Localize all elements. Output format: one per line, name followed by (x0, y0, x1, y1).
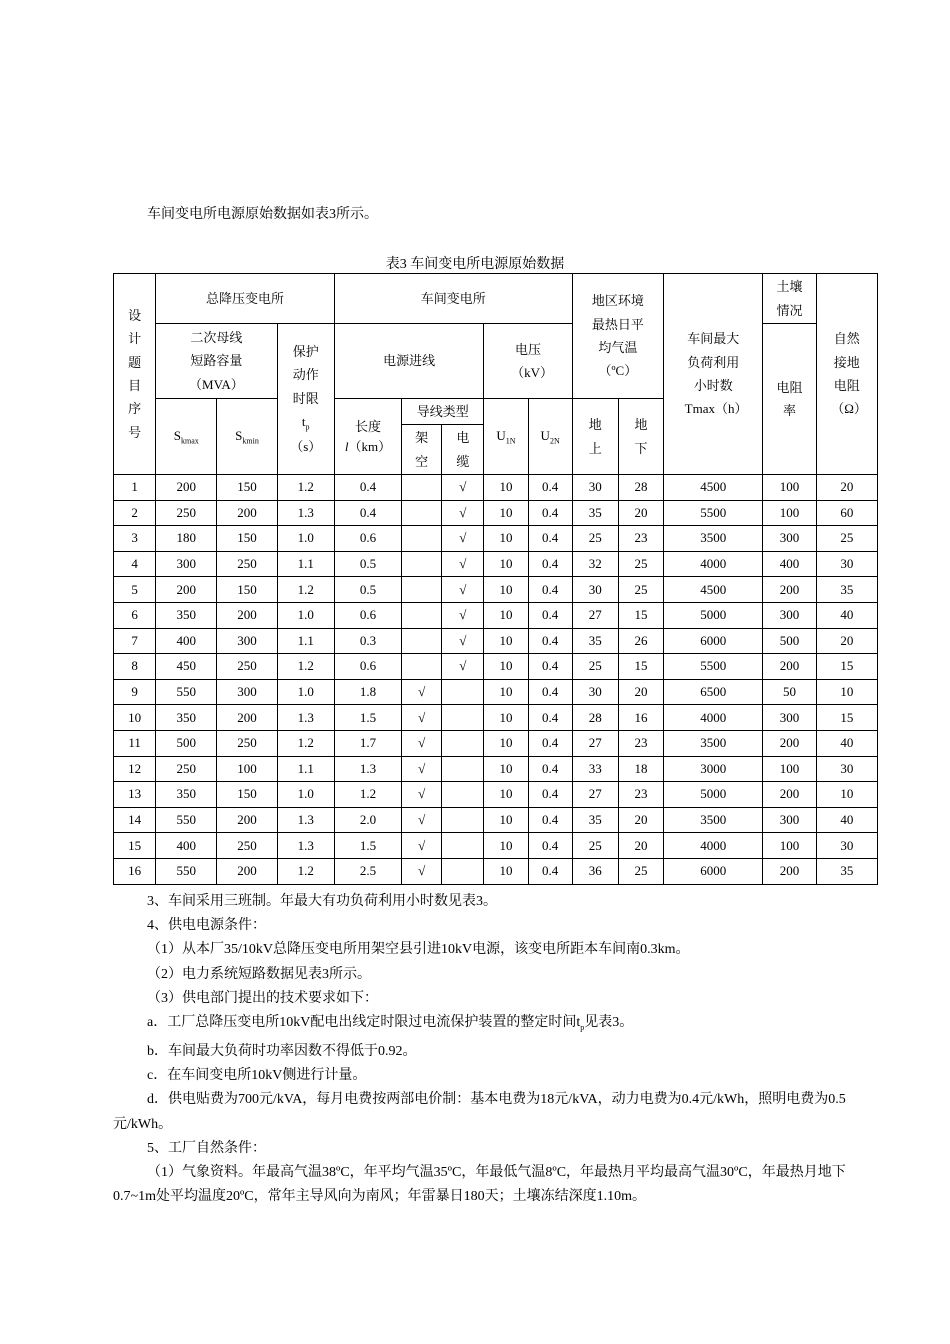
table-cell (442, 833, 484, 859)
table-cell: 0.4 (528, 833, 572, 859)
table-cell (442, 858, 484, 884)
table-cell: 300 (763, 602, 816, 628)
table-cell: 1.2 (277, 577, 334, 603)
table-row (114, 577, 878, 603)
table-cell: 18 (618, 756, 663, 782)
table-cell: 6000 (664, 858, 763, 884)
table-cell: 150 (217, 526, 277, 552)
table-cell: 9 (114, 679, 156, 705)
table-cell: 4000 (664, 833, 763, 859)
table-cell: 10 (484, 500, 528, 526)
table-cell: 1.1 (277, 628, 334, 654)
table-cell: 27 (572, 730, 618, 756)
table-cell: 25 (618, 551, 663, 577)
header-wire-type: 导线类型 (402, 399, 484, 425)
table-cell: 100 (763, 833, 816, 859)
table-row (114, 705, 878, 731)
table-cell: 0.4 (528, 782, 572, 808)
table-cell: 0.5 (334, 577, 401, 603)
note-3: 3、车间采用三班制。年最大有功负荷利用小时数见表3。 (147, 894, 497, 909)
table-cell: 35 (572, 628, 618, 654)
table-cell (442, 679, 484, 705)
table-cell: 250 (156, 756, 217, 782)
table-cell: 0.4 (528, 602, 572, 628)
table-cell: 10 (816, 782, 877, 808)
table-cell (442, 756, 484, 782)
table-row (114, 526, 878, 552)
table-row (114, 782, 878, 808)
table-row (114, 628, 878, 654)
header-short-circuit: 二次母线短路容量（MVA） (156, 324, 277, 399)
note-4: 4、供电电源条件： (147, 918, 266, 934)
table-cell: 8 (114, 654, 156, 680)
table-cell: 25 (572, 833, 618, 859)
table-row (114, 756, 878, 782)
table-cell: 10 (484, 475, 528, 501)
header-tmax: 车间最大负荷利用小时数Tmax（h） (664, 274, 763, 475)
table-cell: 0.4 (528, 654, 572, 680)
table-cell: 30 (572, 679, 618, 705)
table-cell: 200 (763, 782, 816, 808)
table-cell: 200 (217, 500, 277, 526)
table-cell: 200 (217, 705, 277, 731)
table-cell: 6 (114, 602, 156, 628)
table-cell: 250 (217, 730, 277, 756)
note-4-1: （1）从本厂35/10kV总降压变电所用架空县引进10kV电源，该变电所距本车间南0.3km。 (147, 942, 690, 958)
header-cable: 电缆 (442, 425, 484, 475)
table-cell: 200 (217, 858, 277, 884)
table-cell: 23 (618, 730, 663, 756)
table-cell: 2.0 (334, 807, 401, 833)
table-cell (402, 602, 442, 628)
table-cell: √ (402, 705, 442, 731)
table-cell: 1.0 (277, 782, 334, 808)
table-cell: 150 (217, 577, 277, 603)
table-cell: √ (442, 475, 484, 501)
table-body (114, 475, 878, 885)
table-cell: 25 (572, 526, 618, 552)
table-cell: √ (402, 756, 442, 782)
table-cell: 27 (572, 602, 618, 628)
table-cell (402, 475, 442, 501)
table-cell: 15 (816, 705, 877, 731)
table-cell: √ (442, 500, 484, 526)
header-overhead: 架空 (402, 425, 442, 475)
table-cell: 300 (156, 551, 217, 577)
table-cell: 40 (816, 730, 877, 756)
table-cell: 35 (572, 500, 618, 526)
header-main-station: 总降压变电所 (156, 274, 335, 324)
table-cell: 0.4 (528, 807, 572, 833)
table-cell: 2.5 (334, 858, 401, 884)
table-cell: 550 (156, 679, 217, 705)
table-cell: 25 (618, 577, 663, 603)
table-cell: 200 (217, 602, 277, 628)
table-cell: 350 (156, 705, 217, 731)
table-cell: √ (442, 628, 484, 654)
table-cell: 150 (217, 782, 277, 808)
table-cell: 35 (816, 858, 877, 884)
table-cell: 0.4 (334, 475, 401, 501)
table-cell: 15 (618, 654, 663, 680)
table-cell: 10 (484, 654, 528, 680)
note-5: 5、工厂自然条件： (147, 1140, 266, 1156)
table-cell (442, 705, 484, 731)
table-cell: 27 (572, 782, 618, 808)
table-cell (402, 577, 442, 603)
note-c: c．在车间变电所10kV侧进行计量。 (147, 1068, 367, 1084)
header-voltage: 电压（kV） (484, 324, 572, 399)
table-cell: 10 (484, 679, 528, 705)
table-cell (402, 551, 442, 577)
table-cell: √ (402, 782, 442, 808)
table-cell: 25 (618, 858, 663, 884)
table-cell: 4000 (664, 551, 763, 577)
table-cell: 7 (114, 628, 156, 654)
header-soil: 土壤情况 (763, 274, 816, 324)
table-cell: 20 (618, 833, 663, 859)
table-cell: 10 (484, 577, 528, 603)
table-cell: 400 (763, 551, 816, 577)
header-below: 地下 (618, 399, 663, 475)
table-cell: 5000 (664, 782, 763, 808)
table-cell: √ (442, 577, 484, 603)
header-u2: $U_{2N}$ (528, 399, 572, 475)
table-cell: 200 (763, 654, 816, 680)
intro-text: 车间变电所电源原始数据如表3所示。 (147, 207, 378, 222)
table-cell: 100 (217, 756, 277, 782)
table-cell: 0.4 (528, 551, 572, 577)
table-cell: 1.3 (277, 500, 334, 526)
table-header (114, 274, 878, 475)
table-cell: 300 (217, 679, 277, 705)
table-row (114, 654, 878, 680)
table-cell: 3 (114, 526, 156, 552)
table-cell: 1.8 (334, 679, 401, 705)
table-row (114, 858, 878, 884)
table-cell: 33 (572, 756, 618, 782)
table-cell: 10 (816, 679, 877, 705)
table-cell: 10 (484, 628, 528, 654)
table-cell: 30 (816, 833, 877, 859)
table-cell: 100 (763, 756, 816, 782)
header-resistivity: 电阻率 (763, 324, 816, 475)
table-row (114, 551, 878, 577)
table-cell: 14 (114, 807, 156, 833)
table-cell: √ (402, 807, 442, 833)
table-cell: 300 (763, 807, 816, 833)
table-cell: 50 (763, 679, 816, 705)
table-cell: 3500 (664, 730, 763, 756)
table-cell: 200 (763, 730, 816, 756)
table-cell: 32 (572, 551, 618, 577)
table-cell: 200 (156, 475, 217, 501)
header-env: 地区环境最热日平均气温（ºC） (572, 274, 663, 399)
table-cell: 550 (156, 858, 217, 884)
table-cell: √ (442, 654, 484, 680)
table-cell: 400 (156, 628, 217, 654)
table-cell: 20 (618, 807, 663, 833)
header-skmin: $S_{kmin}$ (217, 399, 277, 475)
table-cell: 180 (156, 526, 217, 552)
table-cell: 23 (618, 782, 663, 808)
table-cell: 10 (484, 705, 528, 731)
table-cell: 16 (618, 705, 663, 731)
table-cell: 1.0 (277, 602, 334, 628)
table-cell (442, 807, 484, 833)
table-cell: 1 (114, 475, 156, 501)
table-cell: 1.2 (277, 858, 334, 884)
table-cell: 12 (114, 756, 156, 782)
table-cell: 350 (156, 782, 217, 808)
table-cell: 13 (114, 782, 156, 808)
table-cell: √ (402, 858, 442, 884)
header-ground: 自然接地电阻（Ω） (816, 274, 877, 475)
table-row (114, 833, 878, 859)
table-cell (402, 628, 442, 654)
table-caption: 表3 车间变电所电源原始数据 (385, 257, 565, 272)
table-cell: 35 (816, 577, 877, 603)
table-cell: 0.4 (528, 526, 572, 552)
table-cell: 0.6 (334, 602, 401, 628)
table-cell: 20 (618, 679, 663, 705)
table-cell: 250 (217, 654, 277, 680)
table-cell: 100 (763, 475, 816, 501)
table-cell: √ (402, 679, 442, 705)
table-cell: 250 (217, 551, 277, 577)
note-a: a．工厂总降压变电所10kV配电出线定时限过电流保护装置的整定时间$t_p$见表3。 (147, 1015, 634, 1032)
header-workshop: 车间变电所 (334, 274, 572, 324)
table-cell: 1.0 (277, 679, 334, 705)
table-cell: 300 (763, 705, 816, 731)
table-cell: 0.5 (334, 551, 401, 577)
table-cell: 16 (114, 858, 156, 884)
note-4-2: （2）电力系统短路数据见表3所示。 (147, 966, 371, 982)
table-cell: 300 (217, 628, 277, 654)
table-cell: 550 (156, 807, 217, 833)
table-cell: 500 (156, 730, 217, 756)
table-cell: 20 (816, 475, 877, 501)
table-cell: 4500 (664, 577, 763, 603)
table-cell: 35 (572, 807, 618, 833)
table-cell: 2 (114, 500, 156, 526)
table-cell: 1.5 (334, 705, 401, 731)
header-incoming: 电源进线 (334, 324, 484, 399)
table-cell: 10 (484, 602, 528, 628)
table-cell: 40 (816, 807, 877, 833)
notes (113, 890, 863, 1209)
table-cell: 0.4 (528, 705, 572, 731)
table-cell: 30 (572, 577, 618, 603)
header-u1: $U_{1N}$ (484, 399, 528, 475)
header-above: 地上 (572, 399, 618, 475)
note-b: b．车间最大负荷时功率因数不得低于0.92。 (147, 1044, 417, 1060)
table-cell: 1.0 (277, 526, 334, 552)
table-cell: 10 (484, 526, 528, 552)
header-length: 长度 l（km） (334, 399, 401, 475)
table-row (114, 730, 878, 756)
table-cell: 15 (816, 654, 877, 680)
table-cell: 1.3 (277, 833, 334, 859)
table-cell: 30 (572, 475, 618, 501)
table-cell (402, 500, 442, 526)
table-cell: 0.4 (528, 577, 572, 603)
table-cell: 6000 (664, 628, 763, 654)
table-cell: 4000 (664, 705, 763, 731)
table-cell: 1.2 (277, 654, 334, 680)
table-cell (402, 654, 442, 680)
data-table (113, 273, 878, 885)
table-cell: 40 (816, 602, 877, 628)
table-cell: 28 (572, 705, 618, 731)
table-cell: 3500 (664, 807, 763, 833)
table-cell: 5000 (664, 602, 763, 628)
header-protect: 保护动作时限$t_p(s)$ (277, 324, 334, 475)
table-cell (442, 730, 484, 756)
table-cell: 1.1 (277, 756, 334, 782)
table-cell: 5500 (664, 654, 763, 680)
table-cell: 450 (156, 654, 217, 680)
note-5-1: （1）气象资料。年最高气温38ºC，年平均气温35ºC，年最低气温8ºC，年最热月平均最高气温30ºC，年最热月地下0.7~1m处平均温度20ºC，常年主导风向为南风；年雷暴日180天；土壤冻结深度1.10m。 (113, 1165, 846, 1205)
table-cell: 200 (763, 577, 816, 603)
table-cell: 30 (816, 551, 877, 577)
table-cell (402, 526, 442, 552)
table-cell: 1.3 (334, 756, 401, 782)
table-cell: 10 (484, 782, 528, 808)
table-cell: 1.5 (334, 833, 401, 859)
table-cell: √ (442, 526, 484, 552)
table-cell: 10 (484, 833, 528, 859)
table-cell: 1.1 (277, 551, 334, 577)
table-cell (442, 782, 484, 808)
table-cell: 23 (618, 526, 663, 552)
table-cell: 1.2 (277, 730, 334, 756)
note-4-3: （3）供电部门提出的技术要求如下： (147, 990, 378, 1006)
table-cell: 10 (484, 756, 528, 782)
table-cell: 1.7 (334, 730, 401, 756)
table-cell: 36 (572, 858, 618, 884)
table-cell: 4500 (664, 475, 763, 501)
table-cell: 250 (217, 833, 277, 859)
table-cell: 10 (114, 705, 156, 731)
table-cell: 200 (156, 577, 217, 603)
table-cell: 100 (763, 500, 816, 526)
table-cell: 20 (816, 628, 877, 654)
table-cell: 0.4 (528, 679, 572, 705)
table-cell: 0.6 (334, 526, 401, 552)
table-cell: 4 (114, 551, 156, 577)
table-row (114, 602, 878, 628)
table-cell: 5500 (664, 500, 763, 526)
table-cell: 20 (618, 500, 663, 526)
table-cell: 0.4 (528, 628, 572, 654)
table-cell: 1.3 (277, 807, 334, 833)
table-cell: 200 (763, 858, 816, 884)
table-cell: 150 (217, 475, 277, 501)
table-cell: 10 (484, 730, 528, 756)
table-cell: 0.4 (528, 756, 572, 782)
table-cell: 10 (484, 551, 528, 577)
table-cell: 0.3 (334, 628, 401, 654)
header-seq: 设计题目序号 (114, 274, 156, 475)
table-cell: 5 (114, 577, 156, 603)
table-cell: 0.4 (528, 500, 572, 526)
table-cell: √ (402, 730, 442, 756)
table-cell: 500 (763, 628, 816, 654)
table-cell: 200 (217, 807, 277, 833)
table-cell: 6500 (664, 679, 763, 705)
table-cell: 1.2 (334, 782, 401, 808)
table-cell: 10 (484, 858, 528, 884)
header-skmax: $S_{kmax}$ (156, 399, 217, 475)
table-cell: 400 (156, 833, 217, 859)
table-cell: 0.6 (334, 654, 401, 680)
table-cell: 26 (618, 628, 663, 654)
table-cell: 3500 (664, 526, 763, 552)
table-cell: 300 (763, 526, 816, 552)
table-cell: 60 (816, 500, 877, 526)
table-cell: 11 (114, 730, 156, 756)
table-cell: 350 (156, 602, 217, 628)
table-cell: 0.4 (528, 858, 572, 884)
table-cell: 0.4 (528, 475, 572, 501)
table-row (114, 500, 878, 526)
note-d: d．供电贴费为700元/kVA，每月电费按两部电价制：基本电费为18元/kVA，动力电费为0.4元/kWh，照明电费为0.5元/kWh。 (113, 1092, 846, 1132)
table-cell: 28 (618, 475, 663, 501)
table-cell: 0.4 (528, 730, 572, 756)
table-cell: 25 (816, 526, 877, 552)
table-row (114, 807, 878, 833)
table-cell: 0.4 (334, 500, 401, 526)
table-cell: 15 (114, 833, 156, 859)
table-cell: 25 (572, 654, 618, 680)
table-cell: √ (442, 551, 484, 577)
table-cell: √ (402, 833, 442, 859)
table-cell: 10 (484, 807, 528, 833)
table-row (114, 679, 878, 705)
table-cell: 1.3 (277, 705, 334, 731)
table-cell: 250 (156, 500, 217, 526)
table-cell: √ (442, 602, 484, 628)
table-cell: 15 (618, 602, 663, 628)
table-row (114, 475, 878, 501)
table-cell: 3000 (664, 756, 763, 782)
table-cell: 1.2 (277, 475, 334, 501)
table-cell: 30 (816, 756, 877, 782)
